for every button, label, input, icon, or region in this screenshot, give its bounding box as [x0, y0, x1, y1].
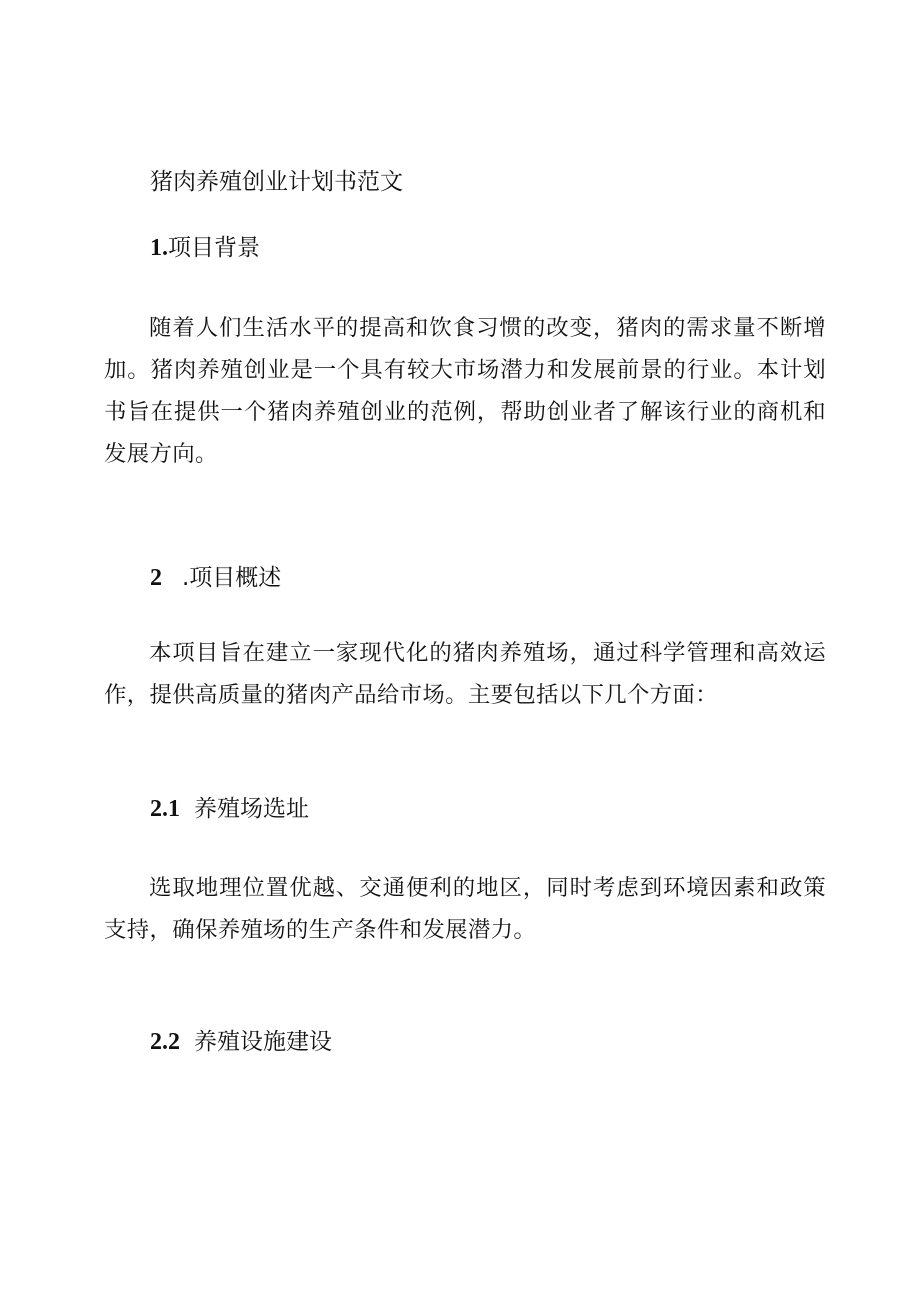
section-title: 养殖设施建设 [194, 1029, 332, 1055]
section-number: 1. [150, 235, 168, 261]
section-paragraph-2-1: 选取地理位置优越、交通便利的地区，同时考虑到环境因素和政策支持，确保养殖场的生产条件和发展潜力。 [104, 875, 826, 943]
section-paragraph-2: 本项目旨在建立一家现代化的猪肉养殖场，通过科学管理和高效运作，提供高质量的猪肉产品给市场。主要包括以下几个方面： [104, 640, 826, 708]
section-number: 2.2 [150, 1029, 180, 1055]
section-heading-2-1 [150, 793, 309, 825]
document-title: 猪肉养殖创业计划书范文 [150, 169, 403, 195]
section-number: 2 [150, 565, 162, 591]
section-paragraph-1: 随着人们生活水平的提高和饮食习惯的改变，猪肉的需求量不断增加。猪肉养殖创业是一个具有较大市场潜力和发展前景的行业。本计划书旨在提供一个猪肉养殖创业的范例，帮助创业者了解该行业的商机和发展方向。 [104, 315, 826, 467]
section-number: 2.1 [150, 796, 180, 822]
section-title: 项目背景 [168, 235, 260, 261]
section-title: 养殖场选址 [194, 796, 309, 822]
section-title: .项目概述 [182, 565, 282, 591]
section-heading-2-2 [150, 1026, 332, 1058]
section-heading-1 [150, 232, 260, 264]
section-heading-2 [150, 562, 281, 594]
